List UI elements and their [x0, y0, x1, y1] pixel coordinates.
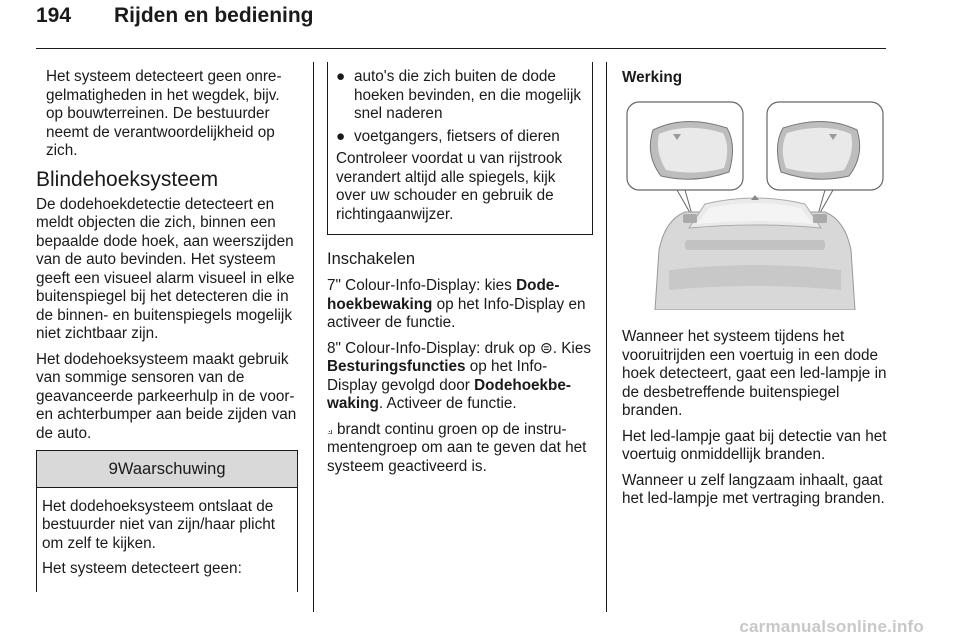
column-1 — [36, 68, 298, 592]
list-item-text: voetgangers, fietsers of dieren — [354, 127, 560, 145]
settings-button-icon: ⊜ — [539, 339, 553, 357]
menu-term: Besturingsfuncties — [327, 358, 466, 375]
warning-body — [37, 488, 297, 592]
section-heading-blindehoeksysteem: Blindehoeksysteem — [36, 167, 219, 191]
mirror-car-svg — [625, 100, 885, 310]
list-item — [336, 68, 584, 124]
warning-note: Controleer voordat u van rijstrook verandert altijd alle spiegels, kijk over uw schouder en gebruik de richtingaanwijzer. — [336, 150, 563, 223]
blind-spot-indicator-icon: ⟓ — [327, 422, 333, 437]
section-heading-werking: Werking — [622, 69, 683, 86]
watermark: carmanualsonline.info — [739, 617, 924, 636]
paragraph-7inch — [327, 277, 593, 333]
list-item — [336, 128, 584, 147]
warning-continuation — [327, 62, 593, 234]
warning-box — [36, 450, 298, 592]
warning-icon: 9 — [108, 459, 118, 478]
text: 8" Colour-Info-Display: druk op — [327, 339, 540, 357]
column-3 — [622, 68, 888, 516]
warning-bottom-rule — [327, 234, 593, 235]
warning-title: Waarschuwing — [117, 460, 226, 478]
header-rule — [36, 48, 886, 49]
paragraph-8inch — [327, 340, 593, 414]
mirror-illustration — [625, 100, 885, 310]
text: brandt continu groen op de instrumentengroep om aan te geven dat het systeem geactiveerd is. — [327, 420, 587, 475]
paragraph-indicator — [327, 421, 593, 477]
warning-paragraph-2: Het systeem detecteert geen: — [42, 560, 242, 577]
section-heading-inschakelen: Inschakelen — [327, 250, 416, 268]
menu-term: Dodehoekbewaking — [327, 376, 572, 412]
text: . Kies — [552, 339, 591, 357]
column-divider-2 — [606, 62, 607, 612]
text: 7" Colour-Info-Display: kies — [327, 277, 517, 294]
text: op het Info-Display gevolgd door — [327, 358, 548, 394]
paragraph-1: Wanneer het systeem tijdens het vooruitrijden een voertuig in een dode hoek detecteert, gaat een led-lampje in de desbetreffende buitenspiegel branden. — [622, 328, 887, 419]
chapter-title: Rijden en bediening — [114, 4, 314, 27]
intro-paragraph: Het systeem detecteert geen onregelmatigheden in het wegdek, bijv. op bouwterreinen. De bestuurder neemt de verantwoordelijkheid op zich. — [46, 68, 282, 159]
bullet-icon: ● — [336, 127, 346, 145]
page-header — [36, 4, 886, 44]
bullet-icon: ● — [336, 68, 346, 85]
text: op het Info-Display en activeer de functie. — [327, 295, 586, 331]
warning-paragraph-1: Het dodehoeksysteem ontslaat de bestuurder niet van zijn/haar plicht om zelf te kijken. — [42, 497, 275, 552]
column-2 — [327, 68, 593, 483]
paragraph-3: Wanneer u zelf langzaam inhaalt, gaat het led-lampje met vertraging branden. — [622, 471, 885, 507]
column-divider-1 — [313, 62, 314, 612]
warning-header — [37, 451, 297, 488]
list-item-text: auto's die zich buiten de dode hoeken bevinden, en die mogelijk snel naderen — [354, 68, 582, 122]
paragraph-2: Het led-lampje gaat bij detectie van het voertuig onmiddellijk branden. — [622, 427, 887, 463]
text: . Activeer de functie. — [378, 395, 517, 412]
paragraph-2: Het dodehoeksysteem maakt gebruik van sommige sensoren van de geavanceerde parkeerhulp in de voor- en achterbumper aan beide zijden van de auto. — [36, 350, 297, 442]
menu-term: Dodehoekbewaking — [327, 277, 560, 313]
paragraph-1: De dodehoekdetectie detecteert en meldt objecten die zich, binnen een bepaalde dode hoek, aan weerszijden van de auto bevinden. Het systeem geeft een visueel alarm visueel in elke buitenspiegel bij het detecteren die in de binnen- en buitenspiegels mogelijk niet zichtbaar zijn. — [36, 195, 295, 342]
page-number: 194 — [36, 4, 72, 27]
